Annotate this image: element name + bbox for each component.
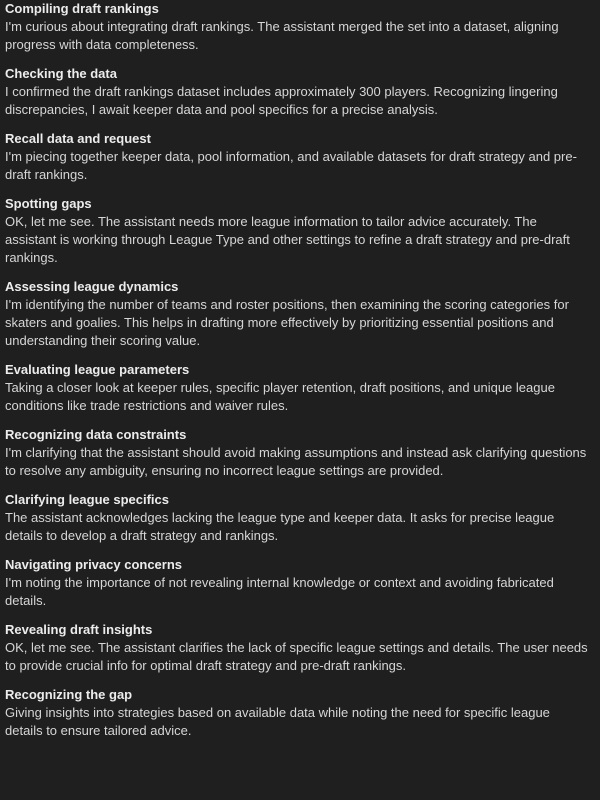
reasoning-step-recall-data-and-request xyxy=(5,130,590,184)
step-title: Spotting gaps xyxy=(5,196,92,211)
step-body: OK, let me see. The assistant clarifies the lack of specific league settings and details. The user needs to provide crucial info for optimal draft strategy and pre-draft rankings. xyxy=(5,640,588,673)
step-title: Compiling draft rankings xyxy=(5,1,159,16)
reasoning-step-revealing-draft-insights xyxy=(5,621,590,675)
step-body: I'm curious about integrating draft rankings. The assistant merged the set into a dataset, aligning progress with data completeness. xyxy=(5,19,559,52)
step-body: OK, let me see. The assistant needs more league information to tailor advice accurately. The assistant is working through League Type and other settings to refine a draft strategy and pre-draft rankings. xyxy=(5,214,570,265)
step-title: Recall data and request xyxy=(5,131,151,146)
reasoning-step-checking-the-data xyxy=(5,65,590,119)
step-title: Checking the data xyxy=(5,66,117,81)
step-body: I confirmed the draft rankings dataset includes approximately 300 players. Recognizing lingering discrepancies, I await keeper data and pool specifics for a precise analysis. xyxy=(5,84,558,117)
step-body: Taking a closer look at keeper rules, specific player retention, draft positions, and unique league conditions like trade restrictions and waiver rules. xyxy=(5,380,555,413)
step-title: Revealing draft insights xyxy=(5,622,153,637)
step-title: Assessing league dynamics xyxy=(5,279,179,294)
reasoning-step-recognizing-the-gap xyxy=(5,686,590,740)
step-body: I'm identifying the number of teams and roster positions, then examining the scoring categories for skaters and goalies. This helps in drafting more effectively by prioritizing essential positions and understanding their scoring value. xyxy=(5,297,569,348)
reasoning-step-navigating-privacy-concerns xyxy=(5,556,590,610)
step-title: Recognizing the gap xyxy=(5,687,133,702)
reasoning-step-clarifying-league-specifics xyxy=(5,491,590,545)
step-title: Evaluating league parameters xyxy=(5,362,190,377)
step-body: I'm clarifying that the assistant should avoid making assumptions and instead ask clarifying questions to resolve any ambiguity, ensuring no incorrect league settings are provided. xyxy=(5,445,587,478)
step-body: Giving insights into strategies based on available data while noting the need for specific league details to ensure tailored advice. xyxy=(5,705,550,738)
reasoning-step-spotting-gaps xyxy=(5,195,590,267)
step-title: Recognizing data constraints xyxy=(5,427,187,442)
step-body: I'm noting the importance of not revealing internal knowledge or context and avoiding fabricated details. xyxy=(5,575,554,608)
step-body: I'm piecing together keeper data, pool information, and available datasets for draft strategy and pre-draft rankings. xyxy=(5,149,577,182)
reasoning-step-evaluating-league-parameters xyxy=(5,361,590,415)
reasoning-step-compiling-draft-rankings xyxy=(5,0,590,54)
step-title: Navigating privacy concerns xyxy=(5,557,183,572)
step-title: Clarifying league specifics xyxy=(5,492,170,507)
step-body: The assistant acknowledges lacking the league type and keeper data. It asks for precise league details to develop a draft strategy and rankings. xyxy=(5,510,555,543)
reasoning-step-assessing-league-dynamics xyxy=(5,278,590,350)
reasoning-step-recognizing-data-constraints xyxy=(5,426,590,480)
